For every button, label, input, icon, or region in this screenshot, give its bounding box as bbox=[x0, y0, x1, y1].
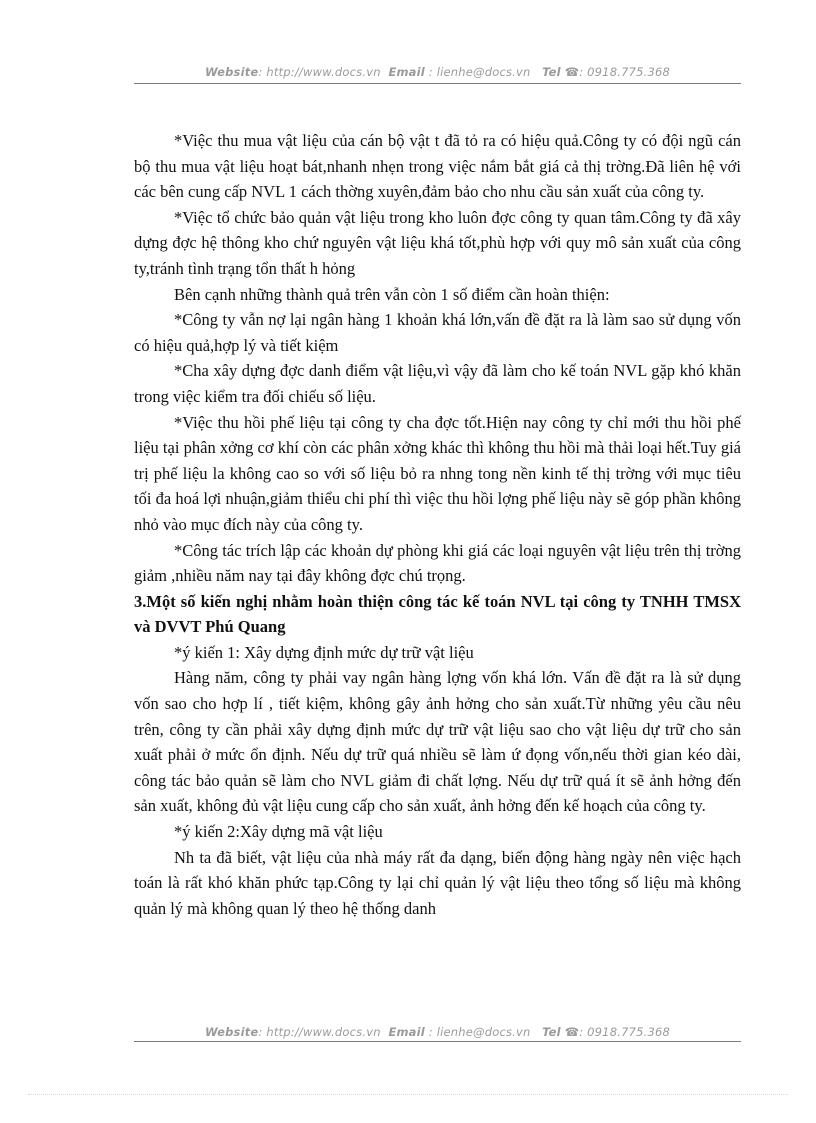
paragraph: *Việc thu mua vật liệu của cán bộ vật t đã tỏ ra có hiệu quả.Công ty có đội ngũ cán bộ thu mua vật liệu hoạt bát,nhanh nhẹn trong việc nắm bắt giá cả thị trờng.Đã liên hệ với các bên cung cấp NVL 1 cách thờng xuyên,đảm bảo cho nhu cầu sản xuất của công ty. bbox=[134, 131, 741, 202]
header-rule bbox=[134, 83, 741, 84]
paragraph: Nh ta đã biết, vật liệu của nhà máy rất đa dạng, biến động hàng ngày nên việc hạch toán là rất khó khăn phức tạp.Công ty lại chỉ quản lý vật liệu theo tổng số liệu mà không quản lý mà không quan lý theo hệ thống danh bbox=[134, 847, 741, 918]
page-bottom-dotted-rule bbox=[28, 1094, 788, 1095]
footer-website-url[interactable]: : http://www.docs.vn bbox=[258, 1025, 381, 1039]
page-footer bbox=[134, 1025, 741, 1039]
footer-email-label: Email bbox=[388, 1025, 425, 1039]
footer-tel-value: ☎: 0918.775.368 bbox=[564, 1025, 671, 1039]
header-email-label: Email bbox=[388, 65, 425, 79]
page-header bbox=[134, 65, 741, 79]
paragraph: *Việc tổ chức bảo quản vật liệu trong kho luôn đợc công ty quan tâm.Công ty đã xây dựng đợc hệ thông kho chứ nguyên vật liệu khá tốt,phù hợp với quy mô sản xuất của công ty,tránh tình trạng tổn thất h hỏng bbox=[134, 207, 741, 278]
header-website-label: Website bbox=[204, 65, 259, 79]
footer-email-value[interactable]: : lienhe@docs.vn bbox=[428, 1025, 531, 1039]
footer-rule bbox=[134, 1041, 741, 1042]
header-tel-value: ☎: 0918.775.368 bbox=[564, 65, 671, 79]
paragraph: *Công tác trích lập các khoản dự phòng khi giá các loại nguyên vật liệu trên thị trờng giảm ,nhiều năm nay tại đây không đợc chú trọng. bbox=[134, 540, 741, 586]
header-website-url[interactable]: : http://www.docs.vn bbox=[258, 65, 381, 79]
paragraph: *Cha xây dựng đợc danh điểm vật liệu,vì vậy đã làm cho kế toán NVL gặp khó khăn trong việc kiểm tra đối chiếu số liệu. bbox=[134, 361, 741, 406]
footer-website-label: Website bbox=[204, 1025, 259, 1039]
paragraph: *ý kiến 1: Xây dựng định mức dự trữ vật liệu bbox=[174, 642, 474, 662]
paragraph: *Công ty vẫn nợ lại ngân hàng 1 khoản khá lớn,vấn đề đặt ra là làm sao sử dụng vốn có hiệu quả,hợp lý và tiết kiệm bbox=[134, 310, 741, 355]
paragraph: *Việc thu hồi phế liệu tại công ty cha đợc tốt.Hiện nay công ty chỉ mới thu hồi phế liệu tại phân xởng cơ khí còn các phân xởng khác thì không thu hồi mà thải loại hết.Tuy giá trị phế liệu la không cao so với số liệu bỏ ra nhng tong nền kinh tế thị trờng với mục tiêu tối đa hoá lợi nhuận,giảm thiểu chi phí thì việc thu hồi lợng phế liệu này sẽ góp phần không nhỏ vào mục đích này của công ty. bbox=[134, 412, 741, 534]
document-body bbox=[134, 128, 741, 921]
header-email-value[interactable]: : lienhe@docs.vn bbox=[428, 65, 531, 79]
paragraph: Bên cạnh những thành quả trên vẫn còn 1 số điểm cần hoàn thiện: bbox=[174, 284, 610, 304]
section-heading: 3.Một số kiến nghị nhằm hoàn thiện công tác kế toán NVL tại công ty TNHH TMSX và DVVT Phú Quang bbox=[134, 591, 741, 637]
footer-tel-label: Tel bbox=[542, 1025, 561, 1039]
paragraph: *ý kiến 2:Xây dựng mã vật liệu bbox=[174, 822, 383, 842]
header-tel-label: Tel bbox=[542, 65, 561, 79]
paragraph: Hàng năm, công ty phải vay ngân hàng lợng vốn khá lớn. Vấn đề đặt ra là sử dụng vốn sao cho hợp lí , tiết kiệm, không gây ảnh hởng cho sản xuất.Từ những yêu cầu nêu trên, công ty cần phải xây dựng định mức dự trữ vật liệu sao cho vật liệu dự trữ cho sản xuất phải ở mức ổn định. Nếu dự trữ quá nhiều sẽ làm ứ đọng vốn,nếu thời gian kéo dài, công tác bảo quản sẽ làm cho NVL giảm đi chất lợng. Nếu dự trữ quá ít sẽ ảnh hởng đến sản xuất, không đủ vật liệu cung cấp cho sản xuất, ảnh hởng đến kế hoạch của công ty. bbox=[134, 668, 741, 816]
